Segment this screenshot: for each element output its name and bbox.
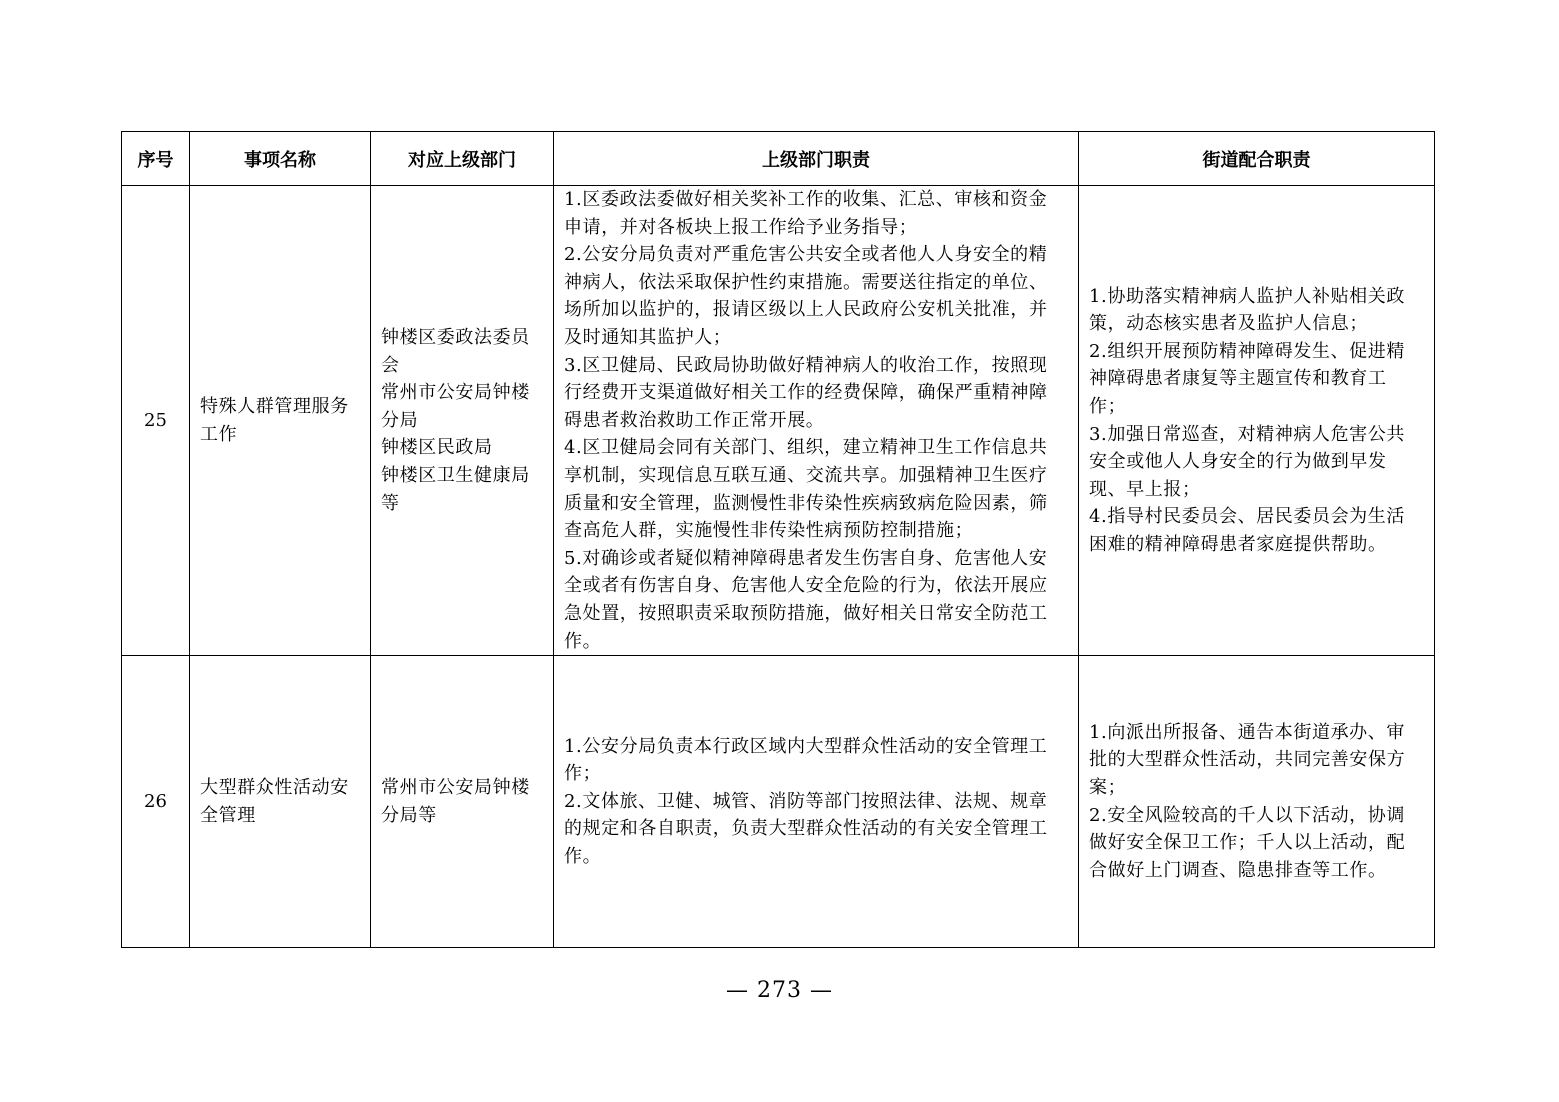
cell-line: 碍患者救治救助工作正常开展。 [564, 409, 825, 431]
cell-line: 做好安全保卫工作；千人以上活动，配 [1089, 832, 1406, 854]
cell-line: 合做好上门调查、隐患排查等工作。 [1089, 859, 1387, 881]
cell-line: 大型群众性活动安 [200, 777, 349, 798]
cell-line: 作； [1089, 395, 1127, 417]
duty-table [121, 131, 1435, 948]
cell-line: 1.公安分局负责本行政区域内大型群众性活动的安全管理工 [564, 735, 1048, 757]
cell-line: 的规定和各自职责，负责大型群众性活动的有关安全管理工 [564, 818, 1048, 840]
cell-line: 申请，并对各板块上报工作给予业务指导； [564, 216, 918, 238]
row-seq: 26 [122, 656, 190, 948]
cell-line: 现、早上报； [1089, 478, 1201, 500]
cell-line: 分局 [381, 409, 419, 431]
header-seq: 序号 [122, 132, 190, 186]
cell-line: 工作 [200, 423, 238, 445]
cell-line: 2.公安分局负责对严重危害公共安全或者他人人身安全的精 [564, 244, 1048, 266]
cell-line: 4.区卫健局会同有关部门、组织，建立精神卫生工作信息共 [564, 437, 1048, 459]
header-street-duty: 街道配合职责 [1079, 132, 1435, 186]
cell-line: 钟楼区卫生健康局 [381, 464, 530, 486]
row-seq: 25 [122, 186, 190, 656]
cell-line: 常州市公安局钟楼 [381, 777, 530, 798]
cell-line: 钟楼区委政法委员 [381, 326, 530, 348]
cell-line: 享机制，实现信息互联互通、交流共享。加强精神卫生医疗 [564, 464, 1048, 486]
header-upper-dept: 对应上级部门 [371, 132, 554, 186]
cell-line: 策，动态核实患者及监护人信息； [1089, 313, 1368, 335]
row-item-name [190, 656, 371, 948]
cell-line: 安全或他人人身安全的行为做到早发 [1089, 451, 1387, 473]
header-item-name: 事项名称 [190, 132, 371, 186]
cell-line: 全管理 [200, 804, 256, 826]
page-number: — 273 — [726, 978, 833, 1003]
cell-line: 2.文体旅、卫健、城管、消防等部门按照法律、法规、规章 [564, 790, 1048, 812]
cell-line: 1.区委政法委做好相关奖补工作的收集、汇总、审核和资金 [564, 189, 1048, 210]
cell-line: 2.组织开展预防精神障碍发生、促进精 [1089, 340, 1405, 362]
cell-line: 3.加强日常巡查，对精神病人危害公共 [1089, 423, 1405, 445]
cell-line: 全或者有伤害自身、危害他人安全危险的行为，依法开展应 [564, 575, 1048, 597]
row-upper-duty [554, 186, 1079, 656]
row-street-duty [1079, 656, 1435, 948]
cell-line: 特殊人群管理服务 [200, 395, 349, 417]
cell-line: 常州市公安局钟楼 [381, 382, 530, 404]
row-upper-duty [554, 656, 1079, 948]
row-street-duty [1079, 186, 1435, 656]
cell-line: 困难的精神障碍患者家庭提供帮助。 [1089, 533, 1387, 555]
cell-line: 2.安全风险较高的千人以下活动，协调 [1089, 804, 1405, 826]
table-row [122, 186, 1435, 656]
cell-line: 查高危人群，实施慢性非传染性病预防控制措施； [564, 520, 974, 542]
header-row [122, 132, 1435, 186]
table-row [122, 656, 1435, 948]
cell-line: 1.向派出所报备、通告本街道承办、审 [1089, 721, 1405, 743]
cell-line: 作。 [564, 630, 602, 652]
cell-line: 作。 [564, 845, 602, 867]
cell-line: 及时通知其监护人； [564, 326, 732, 348]
cell-line: 等 [381, 492, 400, 514]
row-upper-dept [371, 656, 554, 948]
cell-line: 案； [1089, 777, 1127, 798]
cell-line: 分局等 [381, 804, 437, 826]
cell-line: 批的大型群众性活动，共同完善安保方 [1089, 749, 1406, 771]
row-upper-dept [371, 186, 554, 656]
cell-line: 质量和安全管理，监测慢性非传染性疾病致病危险因素，筛 [564, 492, 1048, 514]
cell-line: 1.协助落实精神病人监护人补贴相关政 [1089, 285, 1405, 307]
cell-line: 5.对确诊或者疑似精神障碍患者发生伤害自身、危害他人安 [564, 547, 1048, 569]
header-upper-duty: 上级部门职责 [554, 132, 1079, 186]
cell-line: 神病人，依法采取保护性约束措施。需要送往指定的单位、 [564, 271, 1048, 293]
cell-line: 作； [564, 763, 602, 785]
cell-line: 场所加以监护的，报请区级以上人民政府公安机关批准，并 [564, 299, 1048, 321]
cell-line: 会 [381, 354, 400, 376]
cell-line: 4.指导村民委员会、居民委员会为生活 [1089, 506, 1405, 528]
cell-line: 钟楼区民政局 [381, 437, 493, 459]
row-item-name [190, 186, 371, 656]
cell-line: 3.区卫健局、民政局协助做好精神病人的收治工作，按照现 [564, 354, 1048, 376]
cell-line: 神障碍患者康复等主题宣传和教育工 [1089, 368, 1387, 390]
cell-line: 急处置，按照职责采取预防措施，做好相关日常安全防范工 [564, 602, 1048, 624]
cell-line: 行经费开支渠道做好相关工作的经费保障，确保严重精神障 [564, 382, 1048, 404]
